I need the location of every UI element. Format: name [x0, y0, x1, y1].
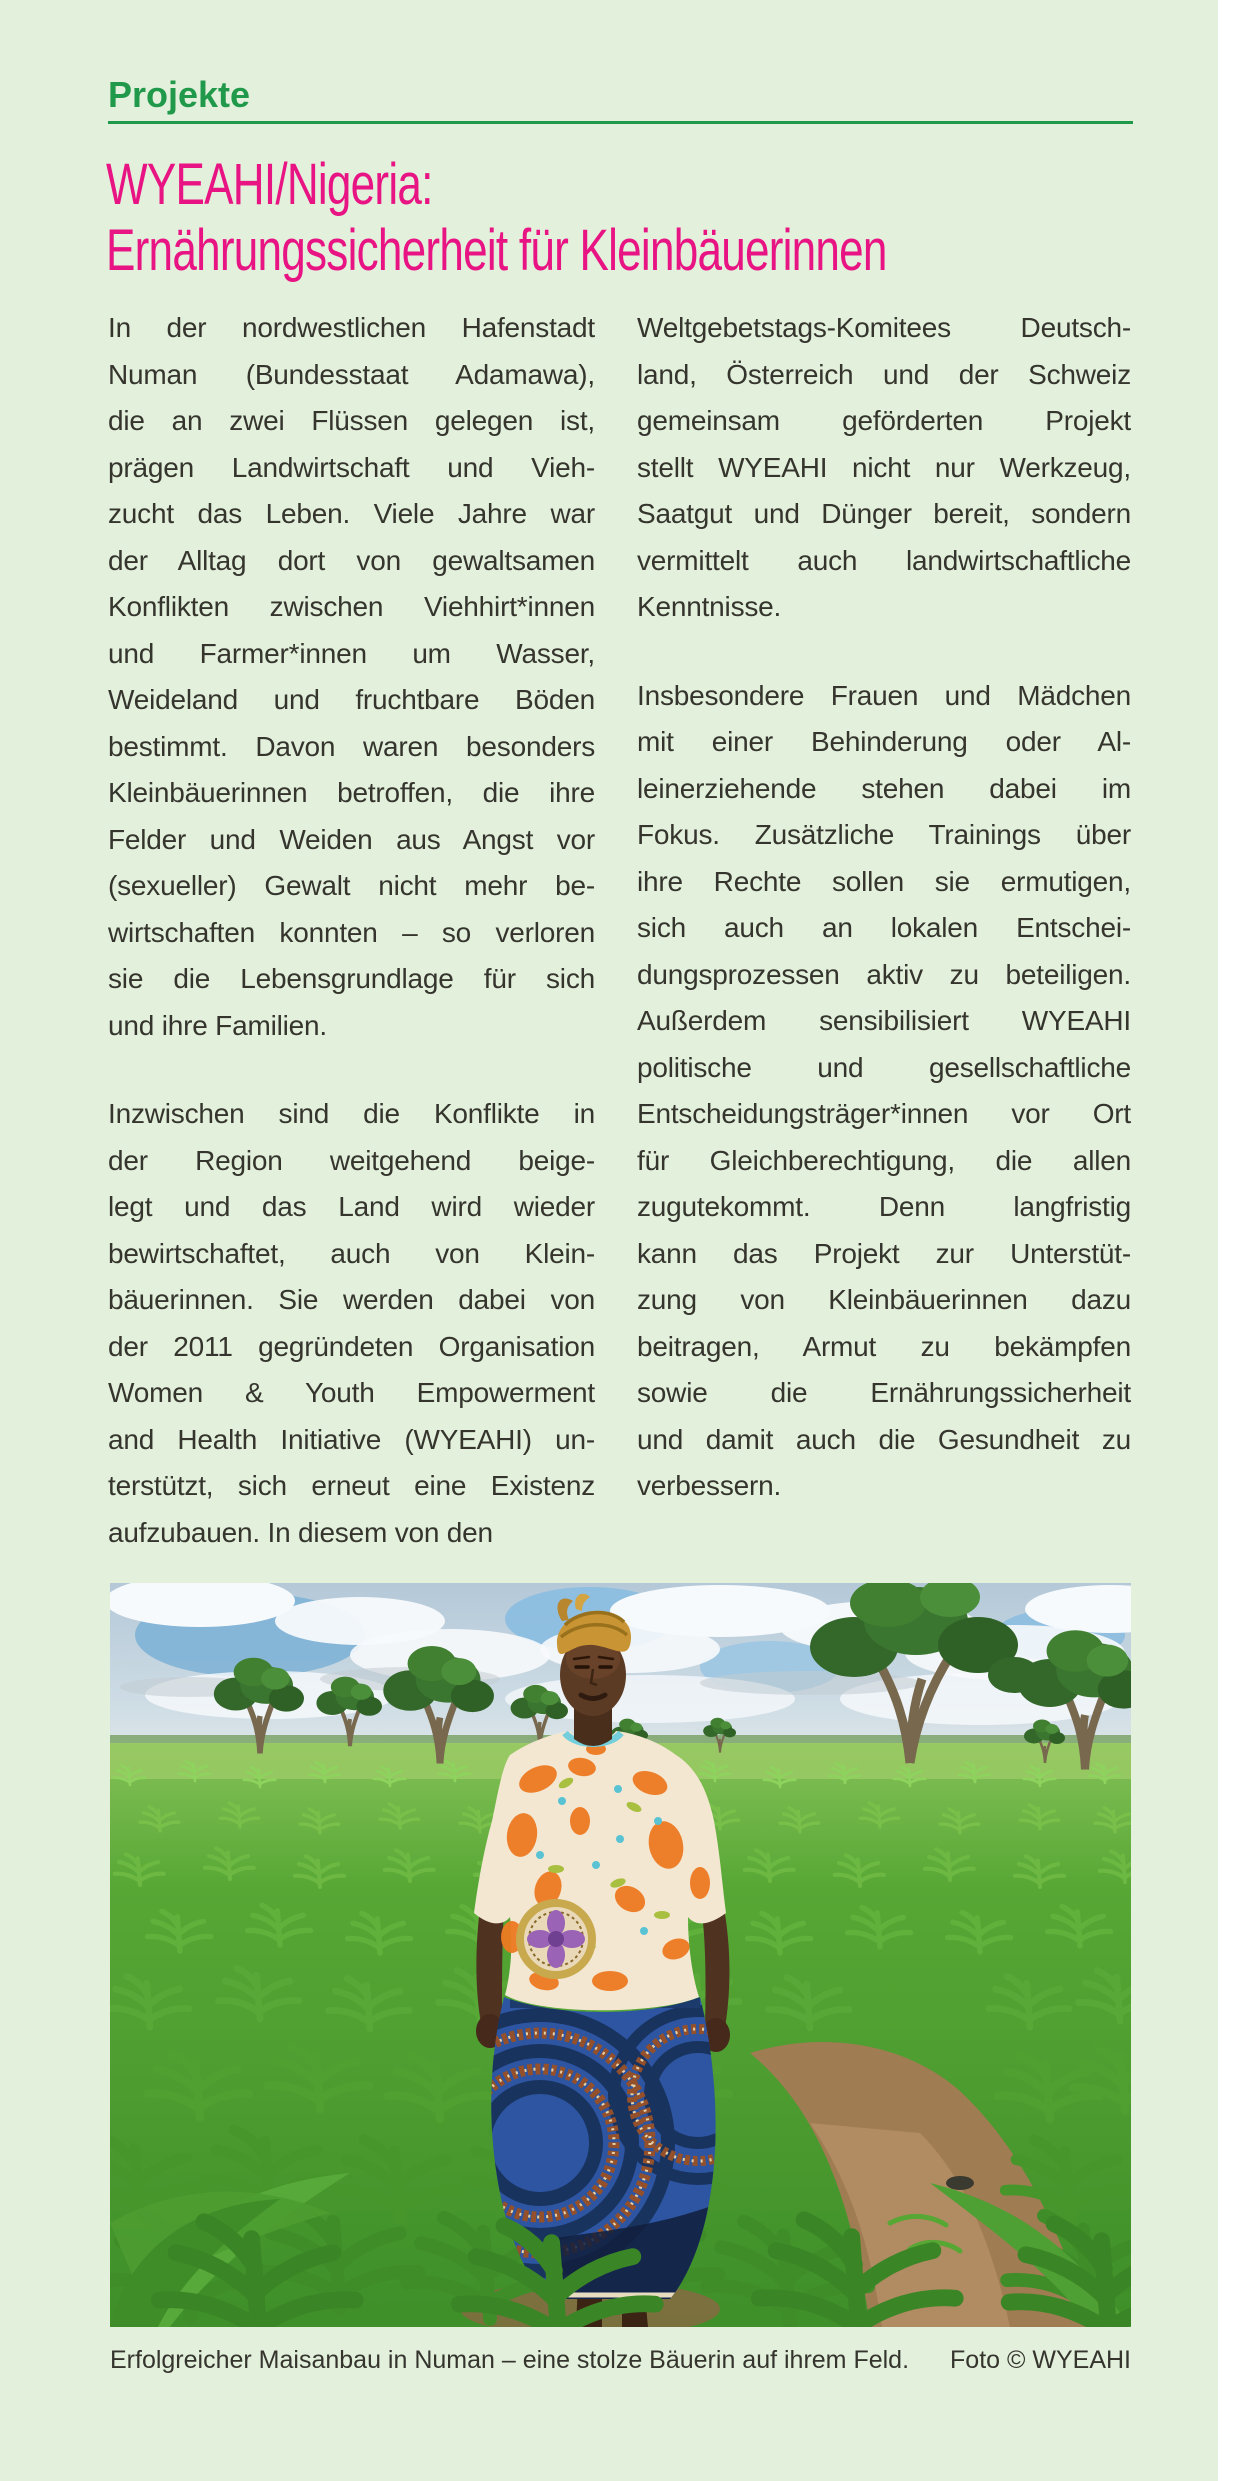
text-line: und damit auch die Gesundheit zu	[637, 1423, 1131, 1455]
article-title	[106, 152, 1133, 284]
text-line: dungsprozessen aktiv zu beteiligen.	[637, 958, 1131, 990]
text-line: land, Österreich und der Schweiz	[637, 358, 1131, 390]
text-line: Konflikten zwischen Viehhirt*innen	[108, 591, 595, 622]
text-line: zucht das Leben. Viele Jahre war	[108, 498, 595, 529]
text-line: und ihre Familien.	[108, 1009, 327, 1041]
medallion-motif	[520, 1903, 592, 1975]
text-line: der Region weitgehend beige-	[108, 1144, 595, 1176]
text-line: der Alltag dort von gewaltsamen	[108, 544, 595, 576]
paragraph	[108, 1091, 595, 1556]
section-kicker: Projekte	[108, 74, 251, 115]
text-line: aufzubauen. In diesem von den	[108, 1516, 493, 1548]
text-line: legt und das Land wird wieder	[108, 1191, 595, 1222]
text-line: Kleinbäuerinnen betroffen, die ihre	[108, 777, 595, 808]
text-line: Saatgut und Dünger bereit, sondern	[637, 498, 1131, 529]
text-line: leinerziehende stehen dabei im	[637, 772, 1131, 804]
text-line: verbessern.	[637, 1470, 782, 1501]
text-line: Fokus. Zusätzliche Trainings über	[637, 819, 1131, 850]
text-line: bestimmt. Davon waren besonders	[108, 730, 595, 762]
article-title-line1: WYEAHI/Nigeria:	[106, 152, 433, 217]
text-line: und Farmer*innen um Wasser,	[108, 637, 595, 669]
page-scan-edge	[1218, 0, 1241, 2481]
text-line: zugutekommt. Denn langfristig	[637, 1191, 1131, 1222]
text-line: mit einer Behinderung oder Al-	[637, 726, 1131, 757]
text-line: wirtschaften konnten – so verloren	[108, 916, 595, 948]
text-line: Women & Youth Empowerment	[108, 1377, 595, 1408]
article-photo	[110, 1583, 1131, 2327]
article-column-left	[108, 305, 595, 1598]
text-line: sich auch an lokalen Entschei-	[637, 912, 1131, 943]
photo-caption: Erfolgreicher Maisanbau in Numan – eine stolze Bäuerin auf ihrem Feld.	[110, 2346, 910, 2374]
text-line: die an zwei Flüssen gelegen ist,	[108, 405, 595, 436]
text-line: kann das Projekt zur Unterstüt-	[637, 1237, 1131, 1269]
text-line: Inzwischen sind die Konflikte in	[108, 1098, 595, 1129]
article-column-right	[637, 305, 1131, 1552]
text-line: bewirtschaftet, auch von Klein-	[108, 1237, 595, 1269]
text-line: Felder und Weiden aus Angst vor	[108, 823, 595, 855]
text-line: beitragen, Armut zu bekämpfen	[637, 1330, 1131, 1362]
text-line: Entscheidungsträger*innen vor Ort	[637, 1098, 1131, 1129]
text-line: bäuerinnen. Sie werden dabei von	[108, 1284, 595, 1315]
text-line: sowie die Ernährungssicherheit	[637, 1377, 1131, 1408]
text-line: sie die Lebensgrundlage für sich	[108, 963, 595, 994]
text-line: Kenntnisse.	[637, 591, 782, 622]
text-line: and Health Initiative (WYEAHI) un-	[108, 1423, 595, 1455]
text-line: politische und gesellschaftliche	[637, 1051, 1131, 1083]
maize-field-photo-illustration	[110, 1583, 1131, 2327]
text-line: Weideland und fruchtbare Böden	[108, 684, 595, 715]
article-title-line2: Ernährungssicherheit für Kleinbäuerinnen	[106, 218, 887, 283]
floral-blouse	[474, 1731, 726, 2010]
text-line: für Gleichberechtigung, die allen	[637, 1144, 1131, 1176]
text-line: terstützt, sich erneut eine Existenz	[108, 1470, 595, 1501]
text-line: Insbesondere Frauen und Mädchen	[637, 679, 1131, 711]
paragraph	[637, 673, 1131, 1510]
text-line: vermittelt auch landwirtschaftliche	[637, 544, 1131, 576]
text-line: gemeinsam geförderten Projekt	[637, 405, 1131, 436]
photo-caption-row	[110, 2344, 1131, 2376]
text-line: stellt WYEAHI nicht nur Werkzeug,	[637, 451, 1131, 483]
text-line: Außerdem sensibilisiert WYEAHI	[637, 1005, 1131, 1036]
kicker-rule	[108, 121, 1133, 124]
text-line: prägen Landwirtschaft und Vieh-	[108, 451, 595, 483]
text-line: Weltgebetstags-Komitees Deutsch-	[637, 312, 1131, 343]
text-line: ihre Rechte sollen sie ermutigen,	[637, 865, 1131, 897]
photo-credit: Foto © WYEAHI	[950, 2346, 1131, 2374]
text-line: In der nordwestlichen Hafenstadt	[108, 312, 595, 343]
text-line: der 2011 gegründeten Organisation	[108, 1330, 595, 1362]
paragraph	[108, 305, 595, 1049]
text-line: (sexueller) Gewalt nicht mehr be-	[108, 870, 595, 901]
text-line: Numan (Bundesstaat Adamawa),	[108, 358, 595, 390]
paragraph	[637, 305, 1131, 631]
text-line: zung von Kleinbäuerinnen dazu	[637, 1284, 1131, 1315]
